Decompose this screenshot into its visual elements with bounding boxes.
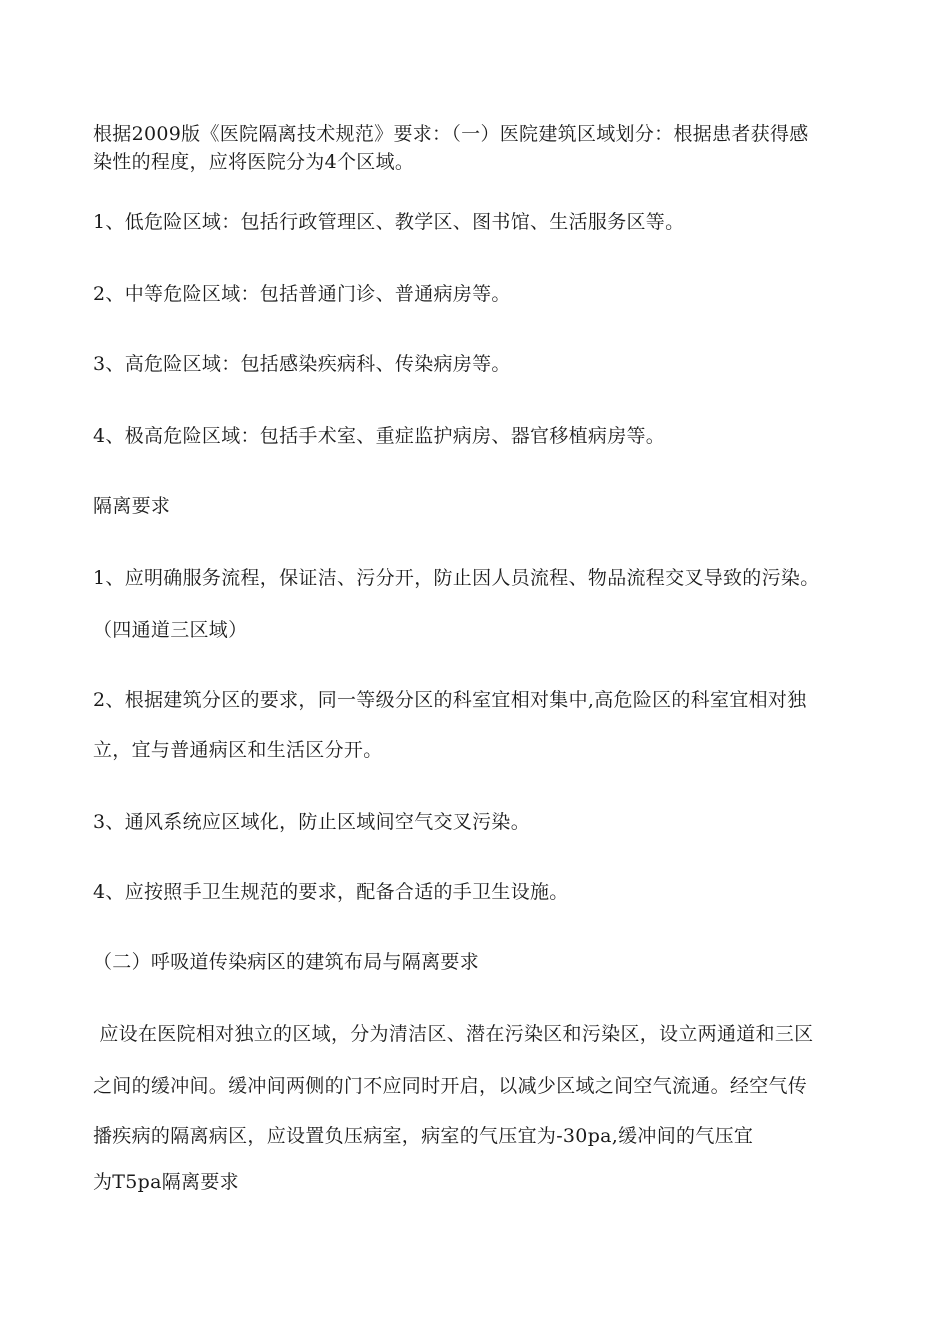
section-2-body-line-4: 为T5pa隔离要求 [93, 1171, 239, 1193]
section-2-body-line-2: 之间的缓冲间。缓冲间两侧的门不应同时开启，以减少区域之间空气流通。经空气传 [93, 1075, 808, 1097]
zone-item-1: 1、低危险区域：包括行政管理区、教学区、图书馆、生活服务区等。 [93, 211, 685, 233]
section-2-body-line-3: 播疾病的隔离病区，应设置负压病室，病室的气压宜为-30pa,缓冲间的气压宜 [93, 1125, 754, 1147]
isolation-item-3: 3、通风系统应区域化，防止区域间空气交叉污染。 [93, 811, 530, 833]
section-2-body-line-1: 应设在医院相对独立的区域，分为清洁区、潜在污染区和污染区，设立两通道和三区 [93, 1023, 814, 1045]
isolation-item-1-line-2: （四通道三区域） [93, 619, 248, 641]
zone-item-2: 2、中等危险区域：包括普通门诊、普通病房等。 [93, 283, 511, 305]
section-2-heading: （二）呼吸道传染病区的建筑布局与隔离要求 [93, 951, 480, 973]
isolation-item-1-line-1: 1、应明确服务流程，保证洁、污分开，防止因人员流程、物品流程交叉导致的污染。 [93, 567, 820, 589]
zone-item-3: 3、高危险区域：包括感染疾病科、传染病房等。 [93, 353, 511, 375]
intro-line-2: 染性的程度，应将医院分为4个区域。 [93, 151, 415, 173]
isolation-item-2-line-2: 立，宜与普通病区和生活区分开。 [93, 739, 383, 761]
isolation-heading: 隔离要求 [93, 495, 171, 517]
isolation-item-4: 4、应按照手卫生规范的要求，配备合适的手卫生设施。 [93, 881, 569, 903]
intro-line-1: 根据2009版《医院隔离技术规范》要求：（一）医院建筑区域划分：根据患者获得感 [93, 123, 809, 145]
zone-item-4: 4、极高危险区域：包括手术室、重症监护病房、器官移植病房等。 [93, 425, 666, 447]
isolation-item-2-line-1: 2、根据建筑分区的要求，同一等级分区的科室宜相对集中,高危险区的科室宜相对独 [93, 689, 807, 711]
